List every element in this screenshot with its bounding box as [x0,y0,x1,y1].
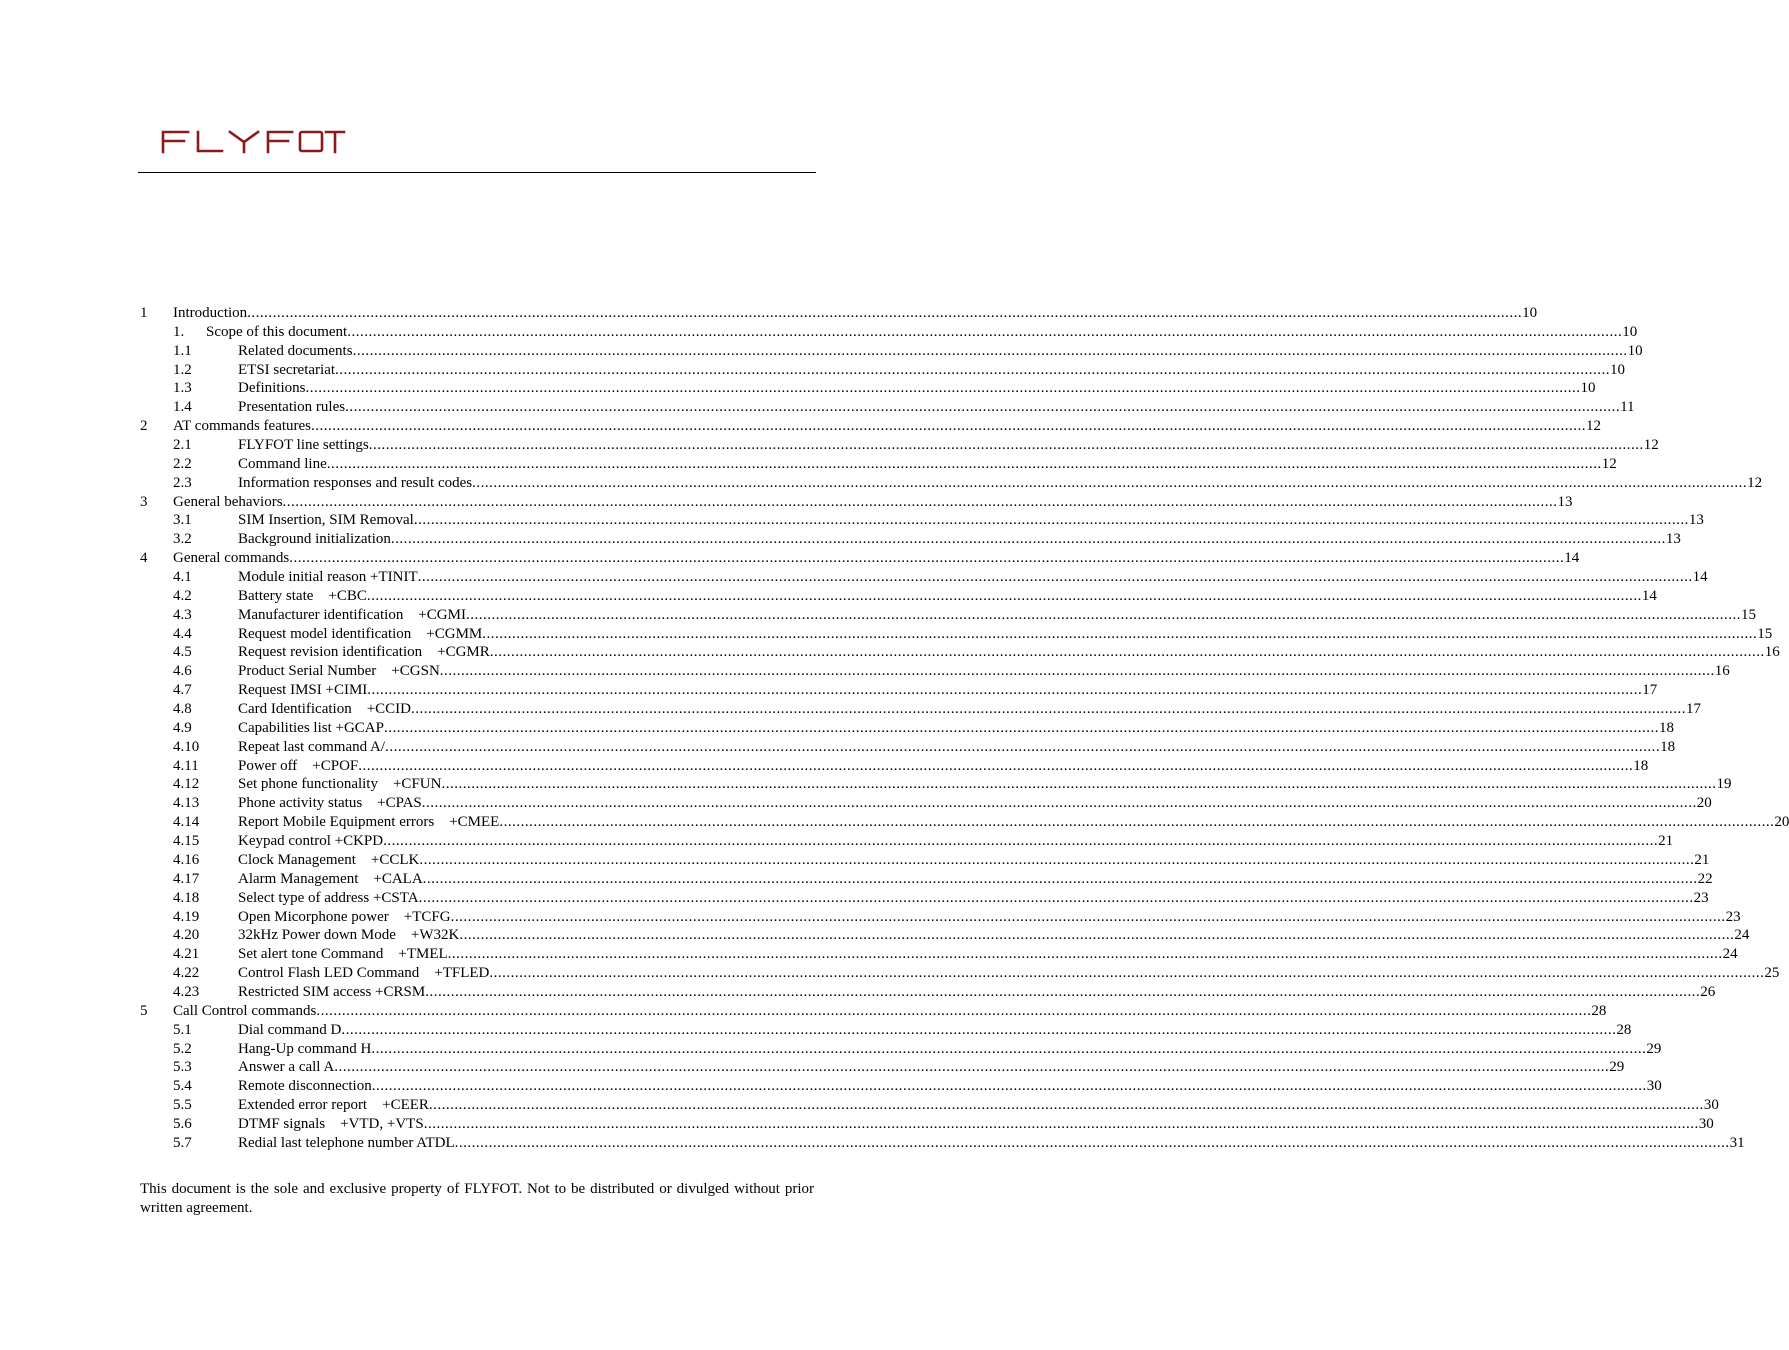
toc-entry-title: Set alert tone Command +TMEL [238,946,448,963]
toc-leader-dots: ............................................................................................................................................................................................................................................................................................................ [425,983,1701,1000]
toc-leader-dots: ............................................................................................................................................................................................................................................................................................................ [454,1134,1730,1151]
toc-entry-number: 1. [173,323,185,340]
toc-leader-dots: ............................................................................................................................................................................................................................................................................................................ [385,738,1661,755]
toc-entry-number: 4.15 [173,833,200,850]
toc-entry-title: Open Micorphone power +TCFG [238,908,451,925]
toc-leader-dots: ............................................................................................................................................................................................................................................................................................................ [450,908,1726,925]
toc-leader-dots: ............................................................................................................................................................................................................................................................................................................ [383,833,1659,850]
toc-entry[interactable] [140,455,1617,474]
toc-entry-title: Product Serial Number +CGSN [238,663,440,680]
toc-entry-title: Power off +CPOF [238,757,359,774]
toc-entry-page: 26 [1700,983,1716,1000]
toc-entry-page: 22 [1697,870,1713,887]
toc-entry-page: 24 [1722,946,1738,963]
toc-entry-number: 4.4 [173,625,192,642]
toc-entry-number: 5 [140,1002,148,1019]
toc-entry[interactable] [140,908,1741,927]
toc-leader-dots: ............................................................................................................................................................................................................................................................................................................ [423,1115,1699,1132]
toc-entry-number: 3.1 [173,512,192,529]
toc-entry-number: 5.6 [173,1115,192,1132]
toc-entry[interactable] [140,700,1702,719]
toc-leader-dots: ............................................................................................................................................................................................................................................................................................................ [411,701,1687,718]
toc-entry-page: 14 [1564,550,1580,567]
toc-entry-number: 3 [140,493,148,510]
toc-entry-number: 4.13 [173,795,200,812]
toc-entry-page: 16 [1714,663,1730,680]
toc-leader-dots: ............................................................................................................................................................................................................................................................................................................ [345,399,1621,416]
toc-entry-page: 23 [1693,889,1709,906]
toc-leader-dots: ............................................................................................................................................................................................................................................................................................................ [371,1040,1647,1057]
toc-entry-number: 4.12 [173,776,200,793]
toc-leader-dots: ............................................................................................................................................................................................................................................................................................................ [390,531,1666,548]
toc-entry-page: 14 [1641,587,1657,604]
toc-entry[interactable] [140,493,1573,512]
toc-entry-number: 4.9 [173,719,192,736]
toc-entry-page: 13 [1665,531,1681,548]
toc-entry[interactable] [140,1040,1662,1059]
toc-entry[interactable] [140,436,1659,455]
toc-entry-page: 10 [1627,342,1643,359]
toc-entry-page: 17 [1686,701,1702,718]
toc-entry-page: 29 [1609,1059,1625,1076]
toc-entry-number: 4.18 [173,889,200,906]
toc-entry-page: 10 [1580,380,1596,397]
toc-entry-number: 2.1 [173,437,192,454]
toc-entry-title: Phone activity status +CPAS [238,795,422,812]
toc-leader-dots: ............................................................................................................................................................................................................................................................................................................ [489,965,1765,982]
toc-leader-dots: ............................................................................................................................................................................................................................................................................................................ [447,946,1723,963]
toc-entry-number: 4.1 [173,569,192,586]
toc-leader-dots: ............................................................................................................................................................................................................................................................................................................ [499,814,1775,831]
toc-leader-dots: ............................................................................................................................................................................................................................................................................................................ [472,474,1748,491]
toc-entry[interactable] [140,1077,1662,1096]
toc-entry-title: General commands [173,550,290,567]
toc-entry-title: Call Control commands [173,1002,317,1019]
toc-entry[interactable] [140,926,1750,945]
toc-leader-dots: ............................................................................................................................................................................................................................................................................................................ [335,361,1611,378]
toc-leader-dots: ............................................................................................................................................................................................................................................................................................................ [383,719,1659,736]
toc-leader-dots: ............................................................................................................................................................................................................................................................................................................ [465,606,1741,623]
toc-entry[interactable] [140,1058,1625,1077]
toc-entry[interactable] [140,361,1626,380]
toc-entry-title: Definitions [238,380,306,397]
toc-entry[interactable] [140,304,1538,323]
toc-entry-number: 5.4 [173,1078,192,1095]
toc-entry-number: 4.21 [173,946,200,963]
toc-entry-page: 12 [1747,474,1763,491]
toc-entry[interactable] [140,1134,1745,1153]
toc-entry[interactable] [140,870,1713,889]
toc-entry-number: 1.1 [173,342,192,359]
toc-leader-dots: ............................................................................................................................................................................................................................................................................................................ [413,512,1689,529]
table-of-contents [140,304,1789,1153]
toc-entry[interactable] [140,1002,1607,1021]
toc-entry-number: 4.20 [173,927,200,944]
toc-entry-title: Command line [238,455,327,472]
toc-entry-page: 10 [1522,305,1538,321]
toc-entry-number: 1.3 [173,380,192,397]
toc-entry-title: Extended error report +CEER [238,1097,429,1114]
toc-entry-title: Related documents [238,342,353,359]
toc-entry-number: 4.17 [173,870,200,887]
toc-entry[interactable] [140,1096,1719,1115]
toc-entry-title: Module initial reason +TINIT [238,569,418,586]
toc-entry[interactable] [140,719,1674,738]
toc-entry-title: Introduction [173,305,248,321]
toc-entry-title: Request revision identification +CGMR [238,644,490,661]
toc-entry[interactable] [140,983,1716,1002]
toc-entry-page: 20 [1774,814,1789,831]
toc-entry-number: 5.3 [173,1059,192,1076]
toc-leader-dots: ............................................................................................................................................................................................................................................................................................................ [459,927,1735,944]
toc-entry-number: 4.10 [173,738,200,755]
toc-entry-number: 5.1 [173,1021,192,1038]
toc-leader-dots: ............................................................................................................................................................................................................................................................................................................ [428,1097,1704,1114]
toc-entry-number: 4.14 [173,814,200,831]
toc-entry-number: 4 [140,550,148,567]
toc-leader-dots: ............................................................................................................................................................................................................................................................................................................ [419,851,1695,868]
toc-entry-title: Card Identification +CCID [238,701,412,718]
toc-entry-number: 4.8 [173,701,192,718]
toc-leader-dots: ............................................................................................................................................................................................................................................................................................................ [341,1021,1617,1038]
toc-entry-title: Repeat last command A/ [238,738,386,755]
toc-leader-dots: ............................................................................................................................................................................................................................................................................................................ [316,1002,1592,1019]
toc-entry-page: 15 [1740,606,1756,623]
toc-entry-page: 18 [1660,738,1676,755]
toc-entry-title: Restricted SIM access +CRSM [238,983,426,1000]
toc-entry[interactable] [140,945,1738,964]
toc-entry-page: 11 [1620,399,1635,416]
toc-entry-number: 1 [140,305,148,321]
toc-entry[interactable] [140,398,1635,417]
toc-entry-number: 2 [140,418,148,435]
toc-entry-title: Alarm Management +CALA [238,870,423,887]
toc-entry-title: FLYFOT line settings [238,437,369,454]
toc-entry-number: 3.2 [173,531,192,548]
toc-entry[interactable] [140,964,1780,983]
toc-entry-title: 32kHz Power down Mode +W32K [238,927,460,944]
toc-entry[interactable] [140,681,1658,700]
toc-entry[interactable] [140,606,1756,625]
toc-entry-title: Redial last telephone number ATDL [238,1134,455,1151]
toc-entry-title: Control Flash LED Command +TFLED [238,965,490,982]
toc-leader-dots: ............................................................................................................................................................................................................................................................................................................ [371,1078,1647,1095]
toc-leader-dots: ............................................................................................................................................................................................................................................................................................................ [326,455,1602,472]
property-notice: This document is the sole and exclusive property of FLYFOT. Not to be distributed or divulged without prior written agreement. [140,1181,814,1216]
toc-leader-dots: ............................................................................................................................................................................................................................................................................................................ [422,870,1698,887]
toc-entry[interactable] [140,794,1712,813]
toc-leader-dots: ............................................................................................................................................................................................................................................................................................................ [366,587,1642,604]
toc-entry-title: Scope of this document [206,323,348,340]
toc-entry-page: 28 [1591,1002,1607,1019]
toc-entry-page: 30 [1698,1115,1714,1132]
toc-entry-page: 12 [1643,437,1659,454]
toc-entry[interactable] [140,625,1773,644]
toc-entry-title: SIM Insertion, SIM Removal [238,512,414,529]
toc-entry-page: 24 [1734,927,1750,944]
toc-entry-title: Request IMSI +CIMI [238,682,368,699]
toc-entry-title: Presentation rules [238,399,346,416]
toc-entry-page: 10 [1610,361,1626,378]
toc-entry-page: 13 [1557,493,1573,510]
toc-entry[interactable] [140,530,1681,549]
toc-leader-dots: ............................................................................................................................................................................................................................................................................................................ [367,682,1643,699]
toc-leader-dots: ............................................................................................................................................................................................................................................................................................................ [305,380,1581,397]
toc-entry[interactable] [140,379,1596,398]
toc-entry-page: 19 [1716,776,1732,793]
toc-leader-dots: ............................................................................................................................................................................................................................................................................................................ [352,342,1628,359]
toc-entry-title: AT commands features [173,418,312,435]
toc-entry-number: 4.6 [173,663,192,680]
toc-leader-dots: ............................................................................................................................................................................................................................................................................................................ [247,305,1523,321]
toc-entry-title: Battery state +CBC [238,587,367,604]
toc-entry-page: 17 [1642,682,1658,699]
toc-entry-title: Select type of address +CSTA [238,889,419,906]
toc-leader-dots: ............................................................................................................................................................................................................................................................................................................ [439,663,1715,680]
toc-entry[interactable] [140,549,1580,568]
toc-entry[interactable] [140,323,1638,342]
toc-entry-title: DTMF signals +VTD, +VTS [238,1115,424,1132]
toc-entry-page: 31 [1729,1134,1745,1151]
toc-entry[interactable] [140,511,1704,530]
toc-entry[interactable] [140,832,1674,851]
toc-entry-title: Hang-Up command H [238,1040,372,1057]
toc-entry-title: Dial command D [238,1021,342,1038]
toc-entry-page: 13 [1688,512,1704,529]
toc-entry-title: Manufacturer identification +CGMI [238,606,466,623]
toc-leader-dots: ............................................................................................................................................................................................................................................................................................................ [441,776,1717,793]
header-rule [138,172,816,173]
toc-entry-number: 4.2 [173,587,192,604]
toc-entry-page: 30 [1646,1078,1662,1095]
toc-entry-number: 4.23 [173,983,200,1000]
toc-leader-dots: ............................................................................................................................................................................................................................................................................................................ [311,418,1587,435]
toc-entry-number: 4.7 [173,682,192,699]
toc-entry-title: Capabilities list +GCAP [238,719,384,736]
toc-entry[interactable] [140,587,1657,606]
toc-entry[interactable] [140,568,1708,587]
toc-leader-dots: ............................................................................................................................................................................................................................................................................................................ [417,569,1693,586]
toc-leader-dots: ............................................................................................................................................................................................................................................................................................................ [289,550,1565,567]
toc-entry[interactable] [140,738,1676,757]
toc-entry-page: 28 [1616,1021,1632,1038]
toc-leader-dots: ............................................................................................................................................................................................................................................................................................................ [489,644,1765,661]
toc-entry-title: Information responses and result codes [238,474,473,491]
toc-leader-dots: ............................................................................................................................................................................................................................................................................................................ [358,757,1634,774]
toc-entry[interactable] [140,643,1780,662]
toc-entry-title: Answer a call A [238,1059,335,1076]
toc-entry[interactable] [140,417,1602,436]
toc-entry-number: 4.11 [173,757,199,774]
toc-entry[interactable] [140,775,1732,794]
toc-leader-dots: ............................................................................................................................................................................................................................................................................................................ [421,795,1697,812]
toc-entry[interactable] [140,1021,1632,1040]
toc-entry-title: Request model identification +CGMM [238,625,483,642]
toc-entry-title: Keypad control +CKPD [238,833,384,850]
toc-entry-number: 1.4 [173,399,192,416]
toc-entry[interactable] [140,662,1730,681]
toc-entry-page: 21 [1658,833,1674,850]
toc-entry-page: 15 [1757,625,1773,642]
toc-entry-page: 25 [1764,965,1780,982]
toc-entry-number: 5.2 [173,1040,192,1057]
toc-entry-page: 23 [1725,908,1741,925]
toc-entry-number: 4.3 [173,606,192,623]
toc-entry[interactable] [140,851,1710,870]
toc-entry[interactable] [140,889,1709,908]
toc-entry-title: Remote disconnection [238,1078,372,1095]
toc-entry-page: 18 [1658,719,1674,736]
toc-entry-number: 5.7 [173,1134,192,1151]
toc-entry-number: 2.3 [173,474,192,491]
toc-entry-title: Background initialization [238,531,391,548]
toc-leader-dots: ............................................................................................................................................................................................................................................................................................................ [368,437,1644,454]
toc-entry-number: 4.16 [173,851,200,868]
toc-entry-title: ETSI secretariat [238,361,336,378]
toc-entry-page: 16 [1764,644,1780,661]
toc-entry-number: 4.5 [173,644,192,661]
toc-entry-page: 12 [1601,455,1617,472]
toc-entry[interactable] [140,342,1643,361]
toc-entry-page: 12 [1586,418,1602,435]
toc-entry-number: 4.22 [173,965,200,982]
toc-entry-number: 4.19 [173,908,200,925]
toc-leader-dots: ............................................................................................................................................................................................................................................................................................................ [482,625,1758,642]
toc-entry-page: 10 [1622,323,1638,340]
toc-entry-page: 20 [1696,795,1712,812]
toc-entry-title: Clock Management +CCLK [238,851,420,868]
toc-leader-dots: ............................................................................................................................................................................................................................................................................................................ [418,889,1694,906]
toc-entry-number: 5.5 [173,1097,192,1114]
flyfot-logo [160,128,346,154]
toc-entry-page: 14 [1692,569,1708,586]
toc-leader-dots: ............................................................................................................................................................................................................................................................................................................ [334,1059,1610,1076]
toc-entry[interactable] [140,757,1649,776]
toc-leader-dots: ............................................................................................................................................................................................................................................................................................................ [347,323,1623,340]
toc-entry-page: 29 [1646,1040,1662,1057]
toc-entry[interactable] [140,1115,1714,1134]
toc-entry-title: General behaviors [173,493,283,510]
toc-entry[interactable] [140,813,1789,832]
toc-entry-number: 2.2 [173,455,192,472]
toc-entry-number: 1.2 [173,361,192,378]
toc-entry-page: 30 [1703,1097,1719,1114]
toc-entry[interactable] [140,474,1763,493]
toc-entry-page: 18 [1633,757,1649,774]
toc-entry-title: Set phone functionality +CFUN [238,776,442,793]
toc-entry-title: Report Mobile Equipment errors +CMEE [238,814,500,831]
toc-entry-page: 21 [1694,851,1710,868]
toc-leader-dots: ............................................................................................................................................................................................................................................................................................................ [282,493,1558,510]
